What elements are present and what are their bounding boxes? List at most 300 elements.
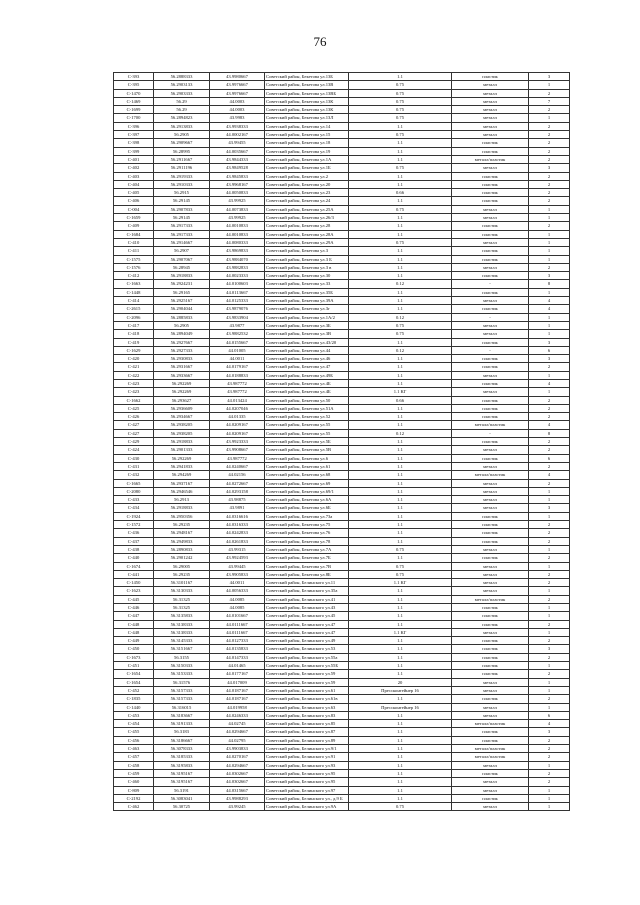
material-cell: металл — [452, 703, 529, 711]
latitude-cell: 56.2949833 — [154, 537, 210, 545]
count-cell: 2 — [529, 139, 570, 147]
table-row — [114, 504, 570, 512]
site-code-cell: С-422 — [114, 371, 154, 379]
longitude-cell: 44.0050833 — [210, 189, 265, 197]
site-code-cell: С-1665 — [114, 479, 154, 487]
longitude-cell: 44.0209167 — [210, 421, 265, 429]
latitude-cell: 56.2931667 — [154, 363, 210, 371]
address-cell: Советский район, Бекетова ул.3В — [265, 330, 349, 338]
material-cell: пластик — [452, 662, 529, 670]
table-row — [114, 363, 570, 371]
site-code-cell: С-414 — [114, 297, 154, 305]
site-code-cell: С-409 — [114, 222, 154, 230]
latitude-cell: 56.316015 — [154, 703, 210, 711]
site-code-cell: С-2615 — [114, 305, 154, 313]
count-cell: 1 — [529, 388, 570, 396]
count-cell: 3 — [529, 338, 570, 346]
address-cell: Советский район, Бекетова ул.2 — [265, 172, 349, 180]
latitude-cell: 56.3153333 — [154, 670, 210, 678]
longitude-cell: 43.9845833 — [210, 172, 265, 180]
longitude-cell: 44.0315667 — [210, 786, 265, 794]
site-code-cell: С-456 — [114, 736, 154, 744]
longitude-cell: 43.9983 — [210, 114, 265, 122]
table-row — [114, 628, 570, 636]
address-cell: Советский район, Бекетова ул.68 — [265, 471, 349, 479]
longitude-cell: 43.99315 — [210, 545, 265, 553]
material-cell: металл — [452, 446, 529, 454]
table-row — [114, 189, 570, 197]
longitude-cell: 44.0293158 — [210, 487, 265, 495]
volume-cell: 0.75 — [349, 114, 452, 122]
latitude-cell: 56.2894049 — [154, 330, 210, 338]
latitude-cell: 56.2890833 — [154, 545, 210, 553]
latitude-cell: 56.2938205 — [154, 421, 210, 429]
site-code-cell: С-463 — [114, 745, 154, 753]
latitude-cell: 56.2948167 — [154, 529, 210, 537]
longitude-cell: 44.02156 — [210, 471, 265, 479]
longitude-cell: 44.0111667 — [210, 620, 265, 628]
address-cell: Советский район, Белинского ул.47 — [265, 628, 349, 636]
count-cell: 2 — [529, 529, 570, 537]
volume-cell: 0.75 — [349, 106, 452, 114]
count-cell: 1 — [529, 562, 570, 570]
site-code-cell: С-433 — [114, 496, 154, 504]
longitude-cell: 44.0155667 — [210, 338, 265, 346]
address-cell: Советский район, Белинского ул.61в — [265, 695, 349, 703]
longitude-cell: 43.9891 — [210, 504, 265, 512]
latitude-cell: 56.2888333 — [154, 73, 210, 81]
site-code-cell: С-1835 — [114, 695, 154, 703]
volume-cell: 1.1 — [349, 637, 452, 645]
site-code-cell: С-431 — [114, 462, 154, 470]
table-row — [114, 106, 570, 114]
count-cell: 1 — [529, 662, 570, 670]
volume-cell: 1.1 — [349, 263, 452, 271]
volume-cell: 0.66 — [349, 189, 452, 197]
material-cell: металл — [452, 545, 529, 553]
longitude-cell: 44.0135833 — [210, 645, 265, 653]
address-cell: Советский район, Бекетова ул.13К — [265, 106, 349, 114]
table-row — [114, 330, 570, 338]
longitude-cell: 44.0003 — [210, 106, 265, 114]
longitude-cell: 44.0261833 — [210, 537, 265, 545]
site-code-cell: С-418 — [114, 330, 154, 338]
address-cell: Советский район, Бекетова ул.6 — [265, 454, 349, 462]
latitude-cell: 56.2938205 — [154, 429, 210, 437]
volume-cell: 1.1 — [349, 379, 452, 387]
volume-cell: 1.1 — [349, 620, 452, 628]
volume-cell: 1.1 КГ — [349, 579, 452, 587]
volume-cell: 1.1 — [349, 769, 452, 777]
table-row — [114, 662, 570, 670]
material-cell: металл — [452, 462, 529, 470]
count-cell: 1 — [529, 205, 570, 213]
site-code-cell: С-2192 — [114, 794, 154, 802]
count-cell: 4 — [529, 305, 570, 313]
longitude-cell: 43.9882833 — [210, 263, 265, 271]
latitude-cell: 56.3191 — [154, 786, 210, 794]
table-row — [114, 612, 570, 620]
material-cell: металл — [452, 570, 529, 578]
site-code-cell: С-452 — [114, 686, 154, 694]
table-row — [114, 587, 570, 595]
longitude-cell: 43.9903833 — [210, 745, 265, 753]
volume-cell: 1.1 — [349, 462, 452, 470]
material-cell: металл — [452, 496, 529, 504]
material-cell: металл — [452, 487, 529, 495]
address-cell: Советский район, Бекетова ул.5Б — [265, 438, 349, 446]
site-code-cell: С-451 — [114, 662, 154, 670]
count-cell: 3 — [529, 272, 570, 280]
table-row — [114, 479, 570, 487]
material-cell: металл — [452, 81, 529, 89]
latitude-cell: 56.293627 — [154, 396, 210, 404]
volume-cell: 1.1 — [349, 761, 452, 769]
latitude-cell: 56.3191333 — [154, 720, 210, 728]
volume-cell: 1.1 — [349, 479, 452, 487]
site-code-cell: С-437 — [114, 537, 154, 545]
address-cell: Советский район, Белинского ул.41 — [265, 595, 349, 603]
address-cell: Советский район, Белинского ул.55а — [265, 653, 349, 661]
site-code-cell: С-396 — [114, 122, 154, 130]
count-cell: 2 — [529, 778, 570, 786]
latitude-cell: 56.2924231 — [154, 280, 210, 288]
table-row — [114, 313, 570, 321]
volume-cell: 0.75 — [349, 205, 452, 213]
volume-cell: 0.75 — [349, 97, 452, 105]
longitude-cell: 44.0011 — [210, 579, 265, 587]
longitude-cell: 44.0035667 — [210, 147, 265, 155]
address-cell: Советский район, Бекетова ул.13Л — [265, 114, 349, 122]
table-row — [114, 396, 570, 404]
count-cell: 2 — [529, 595, 570, 603]
table-row — [114, 761, 570, 769]
count-cell: 1 — [529, 81, 570, 89]
address-cell: Советский район, Белинского ул.43 — [265, 604, 349, 612]
address-cell: Советский район, Бекетова ул.14 — [265, 122, 349, 130]
longitude-cell: 44.0187167 — [210, 695, 265, 703]
longitude-cell: 43.9976667 — [210, 89, 265, 97]
latitude-cell: 56.2918833 — [154, 272, 210, 280]
table-row — [114, 446, 570, 454]
latitude-cell: 56.3145333 — [154, 637, 210, 645]
address-cell: Советский район, Бекетова ул.3 — [265, 247, 349, 255]
site-code-cell: С-446 — [114, 604, 154, 612]
latitude-cell: 56.3078333 — [154, 745, 210, 753]
volume-cell: 1.1 — [349, 413, 452, 421]
count-cell: 2 — [529, 537, 570, 545]
table-row — [114, 537, 570, 545]
site-code-cell: С-2096 — [114, 313, 154, 321]
table-row — [114, 496, 570, 504]
table-row — [114, 545, 570, 553]
site-code-cell: С-395 — [114, 81, 154, 89]
count-cell: 8 — [529, 429, 570, 437]
site-code-cell: С-1469 — [114, 97, 154, 105]
table-row — [114, 570, 570, 578]
table-row — [114, 413, 570, 421]
material-cell: пластик — [452, 637, 529, 645]
volume-cell: 1.1 — [349, 355, 452, 363]
longitude-cell: 43.9923333 — [210, 438, 265, 446]
address-cell: Советский район, Белинского ул.93 — [265, 761, 349, 769]
count-cell: 4 — [529, 471, 570, 479]
address-cell: Советский район, Белинского ул.91 — [265, 753, 349, 761]
address-cell: Советский район, Белинского ул.59 — [265, 678, 349, 686]
material-cell: металл/пластик — [452, 471, 529, 479]
volume-cell: 0.75 — [349, 545, 452, 553]
material-cell: пластик — [452, 620, 529, 628]
volume-cell: 1.1 — [349, 454, 452, 462]
longitude-cell: 43.99245 — [210, 803, 265, 811]
longitude-cell: 44.0246333 — [210, 711, 265, 719]
longitude-cell: 44.0316333 — [210, 521, 265, 529]
longitude-cell: 44.0242833 — [210, 529, 265, 537]
address-cell: Советский район, Белинского ул.95 — [265, 778, 349, 786]
longitude-cell: 44.0100603 — [210, 280, 265, 288]
count-cell: 1 — [529, 313, 570, 321]
volume-cell: 1.1 — [349, 147, 452, 155]
address-cell: Советский район, Белинского ул.53 — [265, 645, 349, 653]
table-row — [114, 579, 570, 587]
address-cell: Советский район, Белинского ул.85 — [265, 720, 349, 728]
latitude-cell: 56.2946546 — [154, 487, 210, 495]
table-row — [114, 711, 570, 719]
longitude-cell: 44.0147333 — [210, 653, 265, 661]
longitude-cell: 43.9968167 — [210, 180, 265, 188]
address-cell: Советский район, Бекетова ул.18 — [265, 139, 349, 147]
latitude-cell: 56.2904044 — [154, 305, 210, 313]
longitude-cell: 44.0080333 — [210, 238, 265, 246]
material-cell: металл — [452, 97, 529, 105]
longitude-cell: 43.98875 — [210, 496, 265, 504]
material-cell: металл — [452, 711, 529, 719]
material-cell: пластик — [452, 180, 529, 188]
table-row — [114, 272, 570, 280]
site-code-cell: С-405 — [114, 189, 154, 197]
count-cell: 2 — [529, 222, 570, 230]
volume-cell: 1.1 КГ — [349, 388, 452, 396]
longitude-cell: 44.0011 — [210, 355, 265, 363]
material-cell: металл — [452, 628, 529, 636]
volume-cell: 1.1 — [349, 438, 452, 446]
site-code-cell: С-393 — [114, 73, 154, 81]
count-cell: 1 — [529, 247, 570, 255]
volume-cell: 1.1 — [349, 180, 452, 188]
volume-cell: 1.1 — [349, 272, 452, 280]
site-code-cell: С-1700 — [114, 114, 154, 122]
latitude-cell: 56.28945 — [154, 263, 210, 271]
count-cell: 1 — [529, 371, 570, 379]
longitude-cell: 44.019958 — [210, 703, 265, 711]
count-cell: 1 — [529, 114, 570, 122]
count-cell: 2 — [529, 670, 570, 678]
address-cell: Советский район, Бекетова ул.69/1 — [265, 487, 349, 495]
site-code-cell: С-420 — [114, 355, 154, 363]
volume-cell: 1.1 — [349, 537, 452, 545]
volume-cell: Прессконтейнер 16 — [349, 703, 452, 711]
material-cell: металл — [452, 330, 529, 338]
address-cell: Советский район, Бекетова ул.1А/2 — [265, 313, 349, 321]
site-code-cell: С-398 — [114, 139, 154, 147]
address-cell: Советский район, Бекетова ул.39А — [265, 297, 349, 305]
table-row — [114, 421, 570, 429]
longitude-cell: 43.9844333 — [210, 155, 265, 163]
count-cell: 1 — [529, 761, 570, 769]
material-cell: металл — [452, 89, 529, 97]
address-cell: Советский район, Белинского ул.95 — [265, 769, 349, 777]
count-cell: 2 — [529, 570, 570, 578]
count-cell: 2 — [529, 753, 570, 761]
volume-cell: 1.1 — [349, 728, 452, 736]
table-row — [114, 81, 570, 89]
address-cell: Советский район, Белинского ул.35а — [265, 587, 349, 595]
latitude-cell: 56.3083041 — [154, 794, 210, 802]
latitude-cell: 56.2918833 — [154, 504, 210, 512]
count-cell: 1 — [529, 321, 570, 329]
count-cell: 2 — [529, 189, 570, 197]
count-cell: 2 — [529, 745, 570, 753]
longitude-cell: 44.0188833 — [210, 371, 265, 379]
count-cell: 2 — [529, 122, 570, 130]
address-cell: Советский район, Белинского ул.87 — [265, 728, 349, 736]
address-cell: Советский район, Бекетова ул.73а — [265, 512, 349, 520]
longitude-cell: 43.9988293 — [210, 794, 265, 802]
address-cell: Советский район, Бекетова ул.13ВБ — [265, 89, 349, 97]
volume-cell: 1.1 — [349, 554, 452, 562]
site-code-cell: С-1572 — [114, 521, 154, 529]
longitude-cell: 43.9877 — [210, 321, 265, 329]
volume-cell: 0.75 — [349, 164, 452, 172]
site-code-cell: С-1673 — [114, 653, 154, 661]
table-row — [114, 247, 570, 255]
site-code-cell: С-453 — [114, 711, 154, 719]
material-cell: металл — [452, 479, 529, 487]
volume-cell: 1.1 КГ — [349, 628, 452, 636]
count-cell: 1 — [529, 288, 570, 296]
material-cell: пластик — [452, 554, 529, 562]
volume-cell: 0.75 — [349, 131, 452, 139]
volume-cell: 1.1 — [349, 363, 452, 371]
count-cell: 2 — [529, 637, 570, 645]
latitude-cell: 56.2901333 — [154, 446, 210, 454]
count-cell: 2 — [529, 155, 570, 163]
address-cell: Советский район, Бекетова ул.25А — [265, 205, 349, 213]
count-cell: 2 — [529, 363, 570, 371]
address-cell: Советский район, Бекетова ул.50 — [265, 396, 349, 404]
volume-cell: 1.1 — [349, 778, 452, 786]
address-cell: Советский район, Бекетова ул.23 — [265, 189, 349, 197]
site-code-cell: С-401 — [114, 155, 154, 163]
site-code-cell: С-1654 — [114, 670, 154, 678]
longitude-cell: 43.987772 — [210, 454, 265, 462]
site-code-cell: С-1684 — [114, 230, 154, 238]
material-cell: металл — [452, 579, 529, 587]
longitude-cell: 43.9905833 — [210, 570, 265, 578]
latitude-cell: 56.2907067 — [154, 255, 210, 263]
longitude-cell: 44.0003 — [210, 97, 265, 105]
latitude-cell: 56.2930833 — [154, 355, 210, 363]
latitude-cell: 56.31325 — [154, 595, 210, 603]
site-code-cell: С-1450 — [114, 579, 154, 587]
table-row — [114, 778, 570, 786]
site-code-cell: С-1440 — [114, 703, 154, 711]
table-row — [114, 670, 570, 678]
material-cell: - — [452, 346, 529, 354]
longitude-cell: 43.9869833 — [210, 247, 265, 255]
table-row — [114, 205, 570, 213]
latitude-cell: 56.3138333 — [154, 620, 210, 628]
address-cell: Советский район, Бекетова ул.4Б — [265, 379, 349, 387]
address-cell: Советский район, Бекетова ул.78 — [265, 537, 349, 545]
volume-cell: 1.1 — [349, 695, 452, 703]
longitude-cell: 43.99455 — [210, 139, 265, 147]
table-row — [114, 462, 570, 470]
site-code-cell: С-426 — [114, 413, 154, 421]
count-cell: 1 — [529, 604, 570, 612]
volume-cell: 1.1 — [349, 139, 452, 147]
site-code-cell: С-436 — [114, 529, 154, 537]
latitude-cell: 56.2927333 — [154, 346, 210, 354]
site-code-cell: С-429 — [114, 438, 154, 446]
table-row — [114, 288, 570, 296]
table-row — [114, 280, 570, 288]
volume-cell: 0.12 — [349, 346, 452, 354]
volume-cell: 0.75 — [349, 321, 452, 329]
volume-cell: 1.1 — [349, 197, 452, 205]
material-cell: пластик — [452, 338, 529, 346]
latitude-cell: 56.2907 — [154, 247, 210, 255]
table-row — [114, 703, 570, 711]
table-row — [114, 645, 570, 653]
material-cell: пластик — [452, 645, 529, 653]
volume-cell: 1.1 — [349, 371, 452, 379]
address-cell: Советский район, Бекетова ул.15 — [265, 131, 349, 139]
volume-cell: 1.1 — [349, 720, 452, 728]
table-row — [114, 122, 570, 130]
table-row — [114, 214, 570, 222]
site-code-cell: С-1629 — [114, 346, 154, 354]
address-cell: Советский район, Бекетова ул.75 — [265, 521, 349, 529]
count-cell: 2 — [529, 554, 570, 562]
table-row — [114, 686, 570, 694]
count-cell: 3 — [529, 73, 570, 81]
address-cell: Советский район, Бекетова ул.13В — [265, 81, 349, 89]
address-cell: Советский район, Бекетова ул.4Б — [265, 388, 349, 396]
address-cell: Советский район, Белинского ул.97 — [265, 786, 349, 794]
count-cell: 1 — [529, 230, 570, 238]
latitude-cell: 56.3101167 — [154, 579, 210, 587]
address-cell: Советский район, Белинского ул.9/1 — [265, 745, 349, 753]
site-code-cell: С-1576 — [114, 263, 154, 271]
count-cell: 1 — [529, 496, 570, 504]
material-cell: металл — [452, 106, 529, 114]
longitude-cell: 44.0111667 — [210, 628, 265, 636]
address-cell: Советский район, Бекетова ул.3г — [265, 305, 349, 313]
longitude-cell: 44.0010833 — [210, 230, 265, 238]
volume-cell: 0.75 — [349, 570, 452, 578]
material-cell: пластик — [452, 537, 529, 545]
latitude-cell: 56.2903333 — [154, 89, 210, 97]
volume-cell: 1.1 — [349, 595, 452, 603]
address-cell: Советский район, Белинского ул.63 — [265, 703, 349, 711]
address-cell: Советский район, Белинского ул.49 — [265, 637, 349, 645]
table-row — [114, 338, 570, 346]
table-row — [114, 131, 570, 139]
count-cell: 2 — [529, 89, 570, 97]
latitude-cell: 56.2934667 — [154, 413, 210, 421]
count-cell: 1 — [529, 330, 570, 338]
